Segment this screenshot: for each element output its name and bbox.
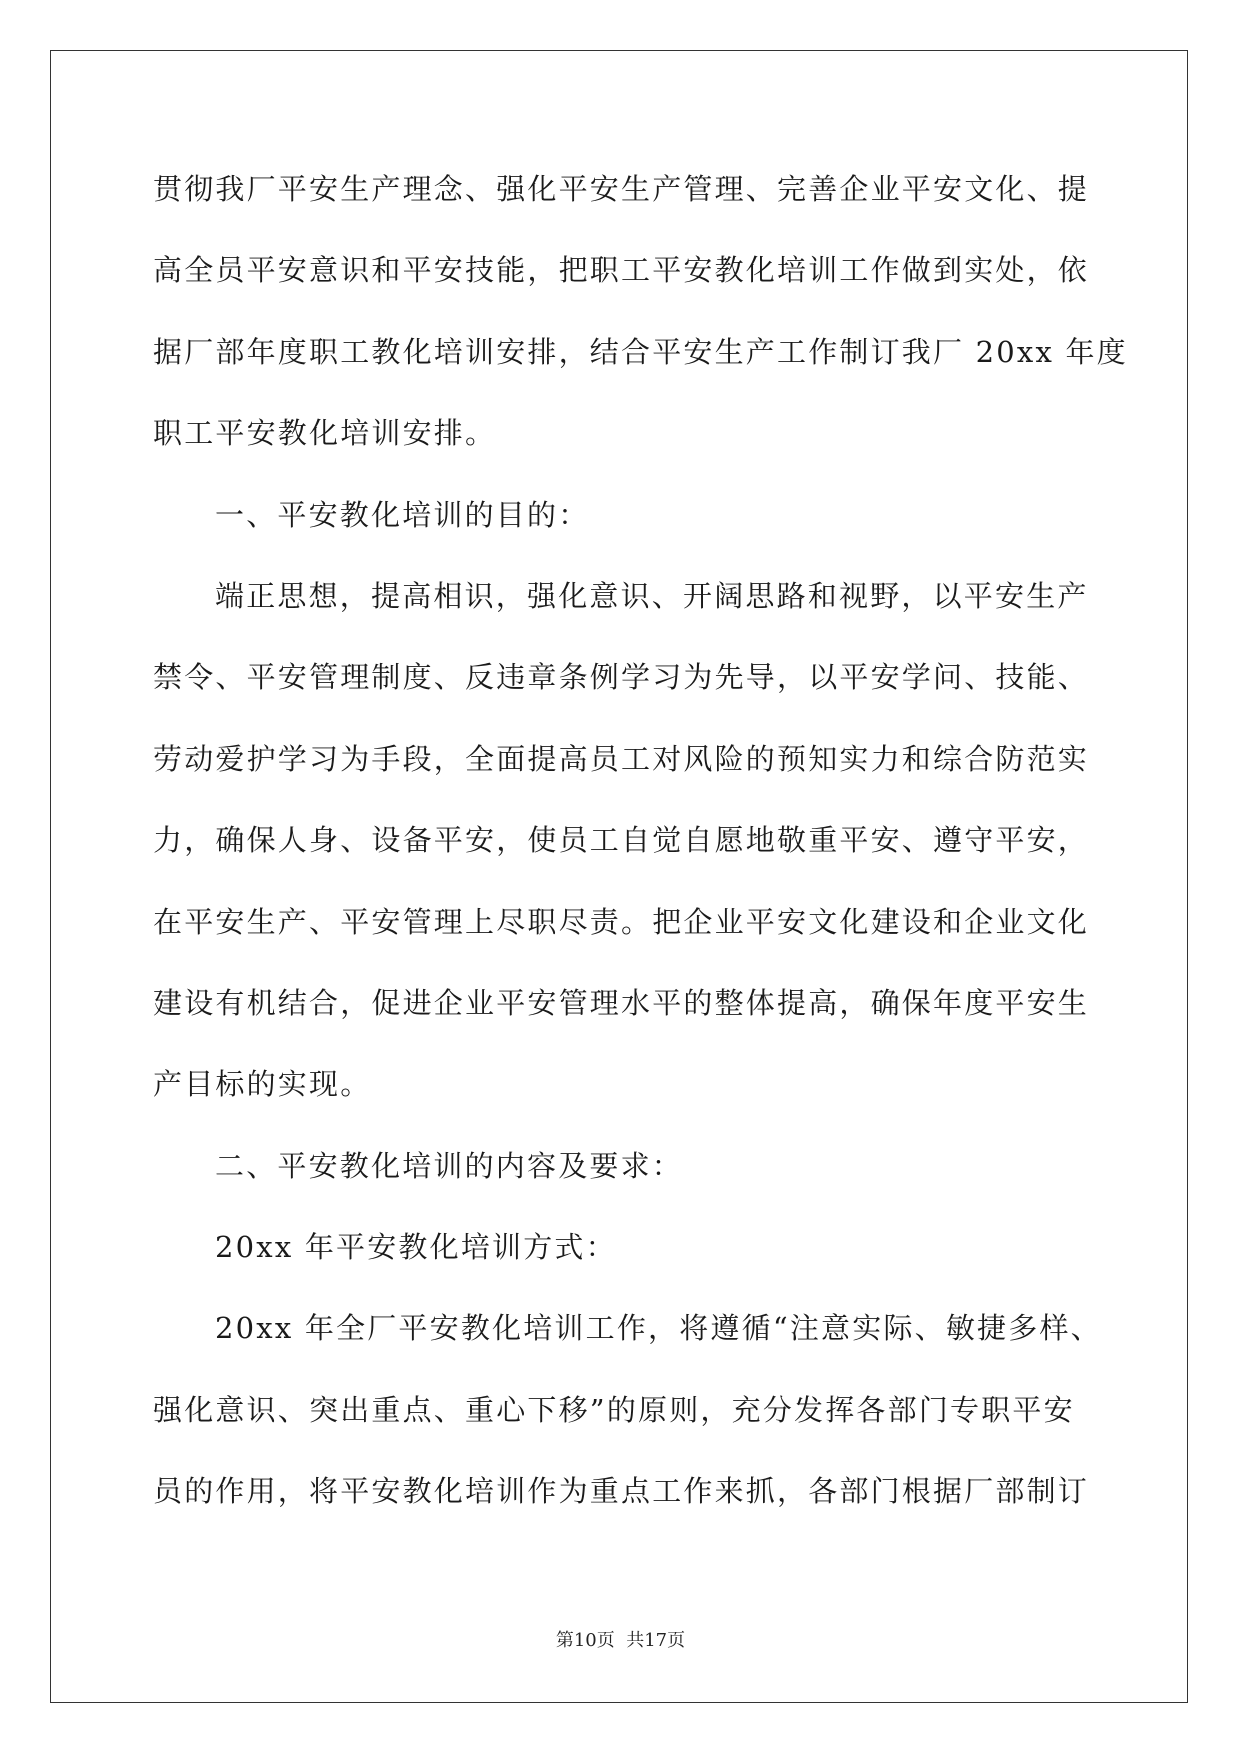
paragraph-line: 20xx 年全厂平安教化培训工作，将遵循“注意实际、敏捷多样、	[215, 1311, 1102, 1346]
subsection-heading	[153, 1207, 1113, 1288]
paragraph-line: 据厂部年度职工教化培训安排，结合平安生产工作制订我厂 20xx 年度	[153, 334, 1128, 369]
page-number-footer: 第10页 共17页	[555, 1630, 686, 1651]
paragraph	[153, 556, 1113, 1126]
paragraph-line: 在平安生产、平安管理上尽职尽责。把企业平安文化建设和企业文化	[153, 904, 1090, 939]
paragraph-line: 贯彻我厂平安生产理念、强化平安生产管理、完善企业平安文化、提	[153, 172, 1090, 206]
section-heading-text: 一、平安教化培训的目的：	[215, 497, 590, 532]
paragraph-line: 产目标的实现。	[153, 1067, 372, 1102]
section-heading	[153, 475, 1113, 556]
paragraph-line: 禁令、平安管理制度、反违章条例学习为先导，以平安学问、技能、	[153, 660, 1090, 695]
paragraph-line: 高全员平安意识和平安技能，把职工平安教化培训工作做到实处，依	[153, 253, 1090, 288]
paragraph-line: 建设有机结合，促进企业平安管理水平的整体提高，确保年度平安生	[153, 985, 1090, 1020]
section-heading-text: 二、平安教化培训的内容及要求：	[215, 1148, 684, 1183]
paragraph-line: 强化意识、突出重点、重心下移”的原则，充分发挥各部门专职平安	[153, 1392, 1075, 1427]
paragraph-line: 职工平安教化培训安排。	[153, 416, 497, 451]
paragraph	[153, 1288, 1113, 1532]
section-heading	[153, 1126, 1113, 1207]
paragraph-line: 力，确保人身、设备平安，使员工自觉自愿地敬重平安、遵守平安，	[153, 823, 1090, 858]
paragraph-line: 劳动爱护学习为手段，全面提高员工对风险的预知实力和综合防范实	[153, 741, 1090, 776]
paragraph-line: 端正思想，提高相识，强化意识、开阔思路和视野，以平安生产	[215, 578, 1089, 613]
paragraph-line: 员的作用，将平安教化培训作为重点工作来抓，各部门根据厂部制订	[153, 1474, 1090, 1509]
subsection-heading-text: 20xx 年平安教化培训方式：	[215, 1230, 617, 1265]
paragraph	[153, 149, 1128, 475]
document-body	[153, 149, 1128, 1533]
